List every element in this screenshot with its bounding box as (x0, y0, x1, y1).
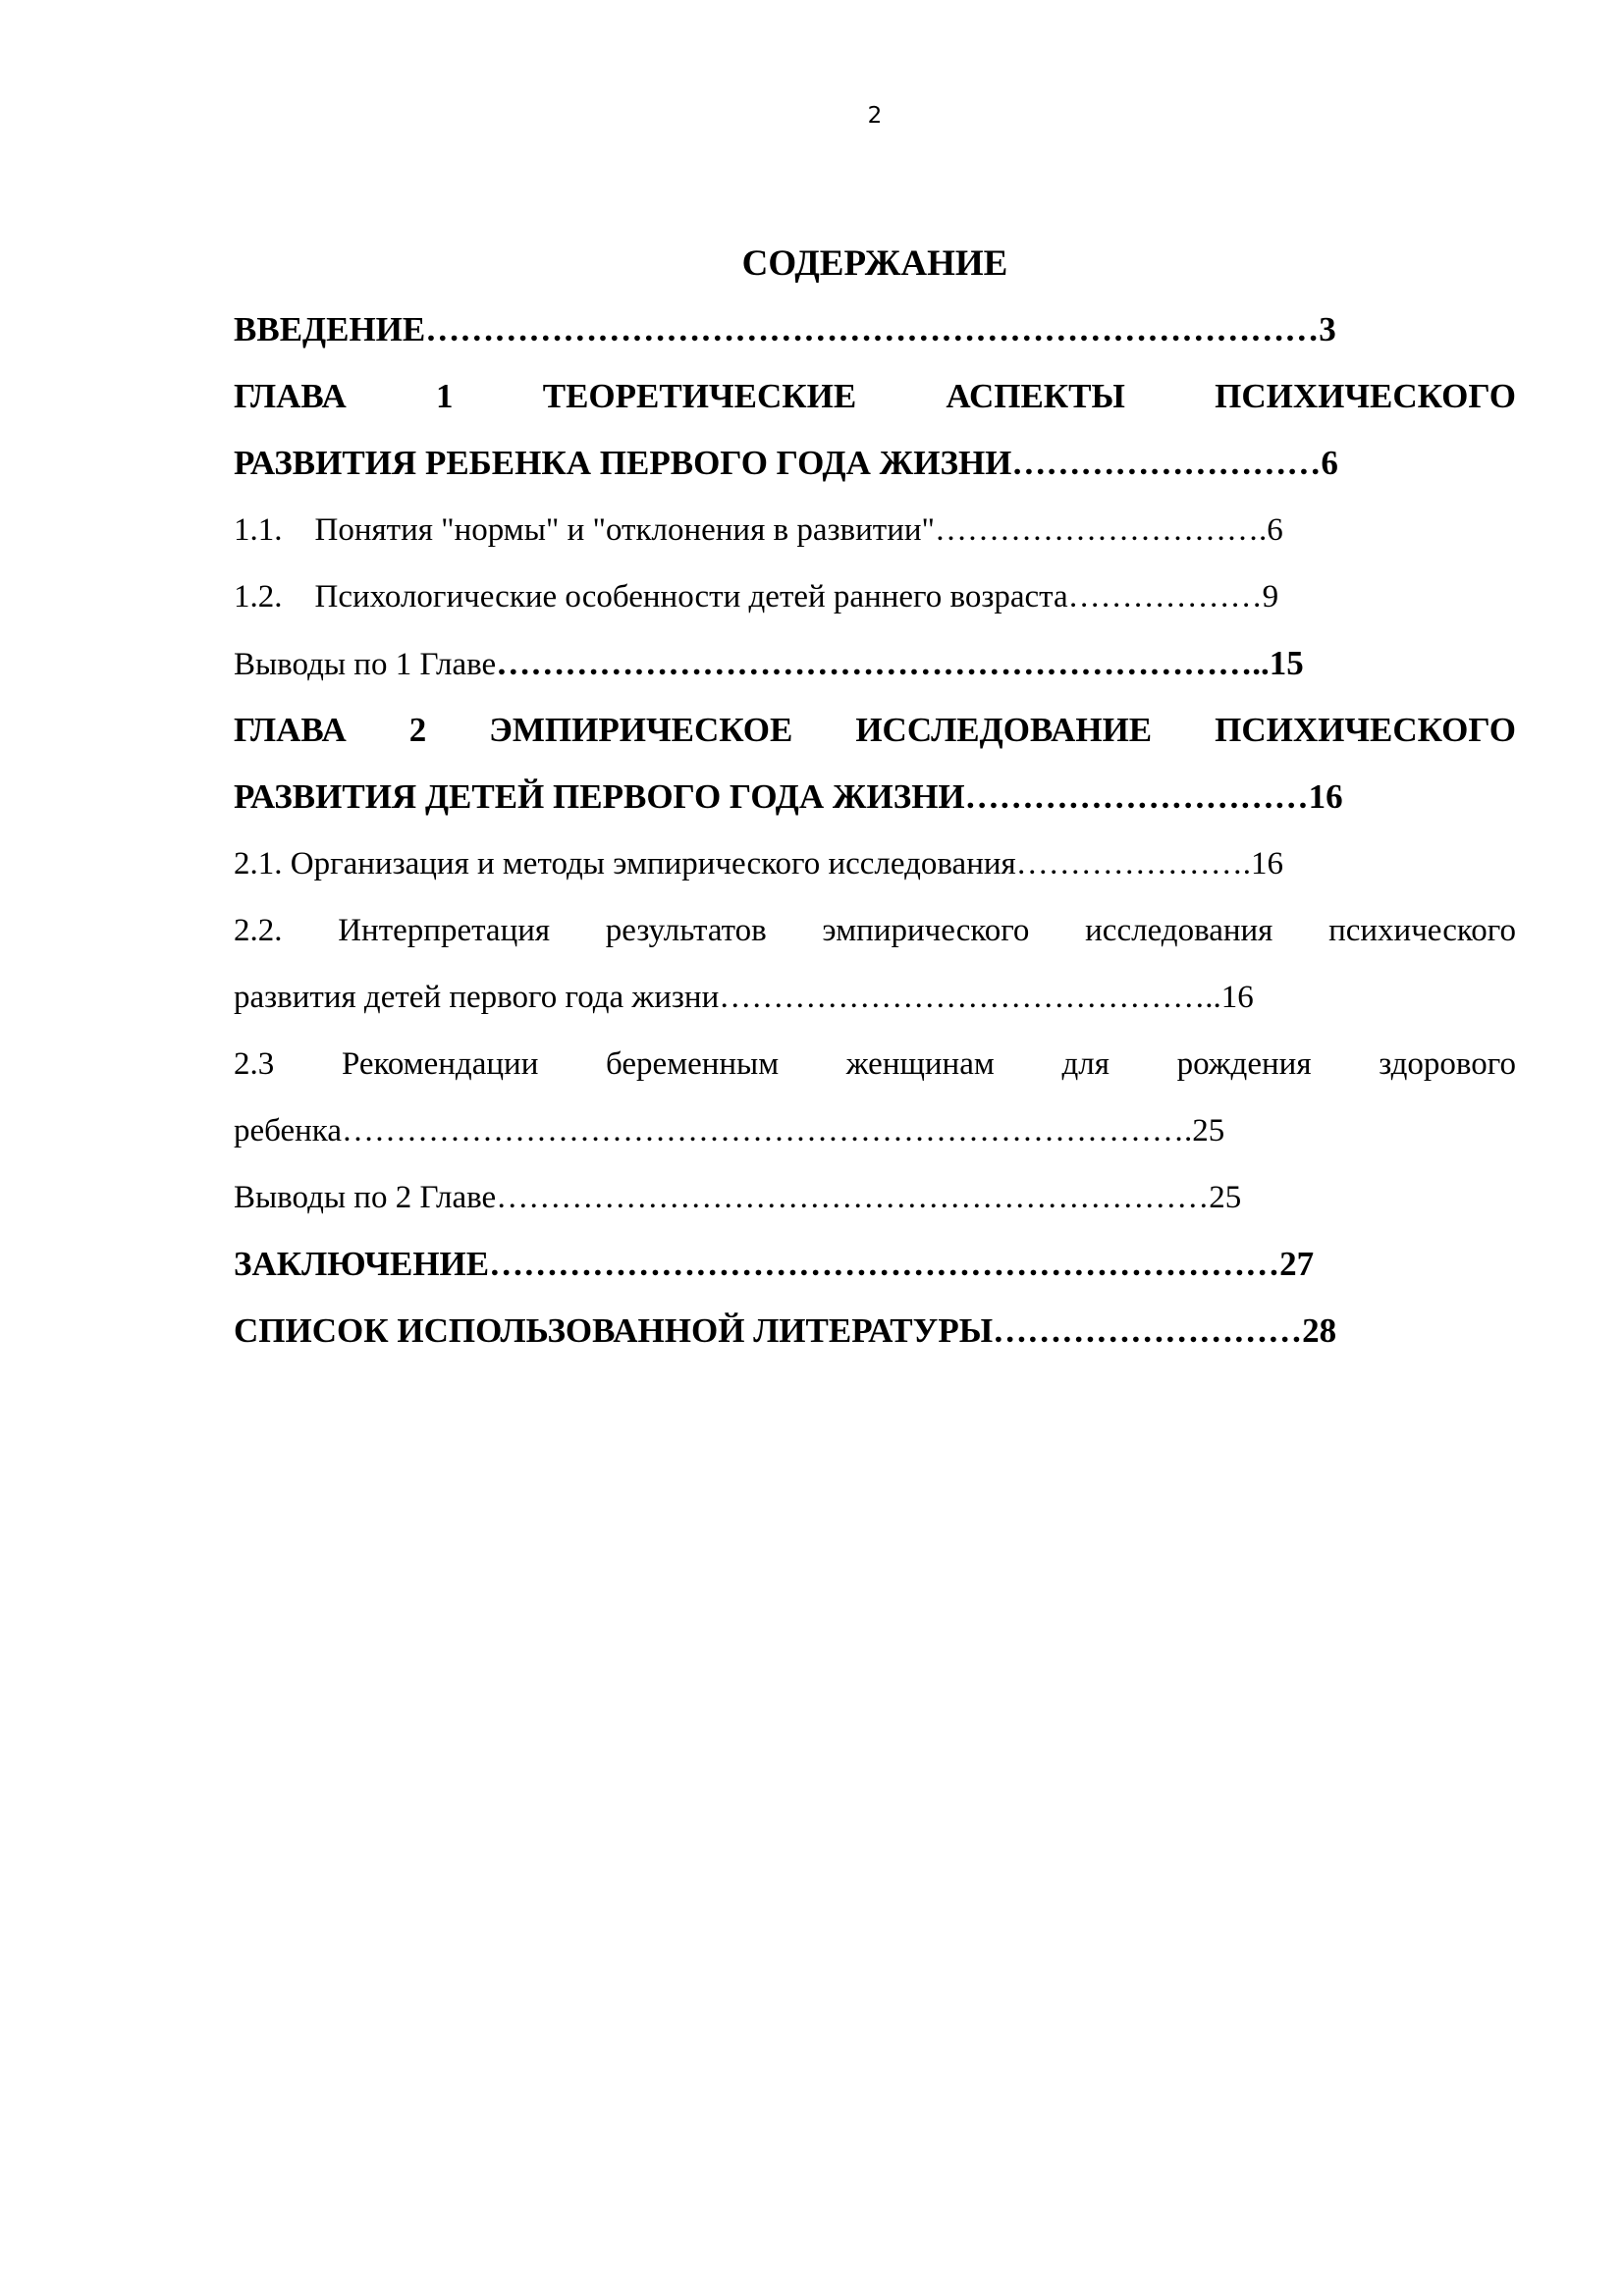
toc-entry-section-2-3-line-1[interactable]: 2.3 Рекомендации беременным женщинам для рождения здорового (234, 1046, 1516, 1082)
toc-entry-chapter-1-conclusions-dots: …………………………………………………………..15 (496, 644, 1304, 682)
toc-title: СОДЕРЖАНИЕ (741, 243, 1008, 284)
toc-entry-chapter-2-line-2[interactable]: РАЗВИТИЯ ДЕТЕЙ ПЕРВОГО ГОДА ЖИЗНИ…………………………16 (234, 777, 1343, 816)
toc-entry-section-2-1[interactable]: 2.1. Организация и методы эмпирического исследования………………….16 (234, 846, 1283, 881)
toc-entry-section-2-2-line-2[interactable]: развития детей первого года жизни………………………………………..16 (234, 980, 1254, 1015)
toc-entry-chapter-1-conclusions[interactable] (234, 630, 1304, 698)
toc-entry-chapter-2-line-1[interactable]: ГЛАВА 2 ЭМПИРИЧЕСКОЕ ИССЛЕДОВАНИЕ ПСИХИЧЕСКОГО (234, 711, 1516, 749)
toc-entry-introduction[interactable]: ВВЕДЕНИЕ……………………………………………………………………3 (234, 310, 1336, 348)
toc-entry-bibliography[interactable]: СПИСОК ИСПОЛЬЗОВАННОЙ ЛИТЕРАТУРЫ………………………28 (234, 1311, 1337, 1350)
toc-entry-section-1-1[interactable]: 1.1. Понятия "нормы" и "отклонения в развитии"………………………….6 (234, 512, 1283, 548)
toc-entry-section-1-2[interactable]: 1.2. Психологические особенности детей раннего возраста………………9 (234, 579, 1279, 614)
toc-entry-section-2-3-line-2[interactable]: ребенка…………………………………………………………………….25 (234, 1113, 1225, 1148)
toc-entry-section-2-2-line-1[interactable]: 2.2. Интерпретация результатов эмпирического исследования психического (234, 913, 1516, 948)
toc-entry-chapter-1-line-2[interactable]: РАЗВИТИЯ РЕБЕНКА ПЕРВОГО ГОДА ЖИЗНИ………………………6 (234, 444, 1338, 482)
toc-entry-chapter-1-conclusions-text: Выводы по 1 Главе (234, 647, 497, 682)
page-number: 2 (867, 103, 883, 129)
toc-entry-chapter-2-conclusions[interactable]: Выводы по 2 Главе…………………………………………………………25 (234, 1180, 1242, 1215)
toc-entry-chapter-1-line-1[interactable]: ГЛАВА 1 ТЕОРЕТИЧЕСКИЕ АСПЕКТЫ ПСИХИЧЕСКОГО (234, 377, 1516, 415)
toc-entry-conclusion[interactable]: ЗАКЛЮЧЕНИЕ……………………………………………………………27 (234, 1245, 1315, 1283)
